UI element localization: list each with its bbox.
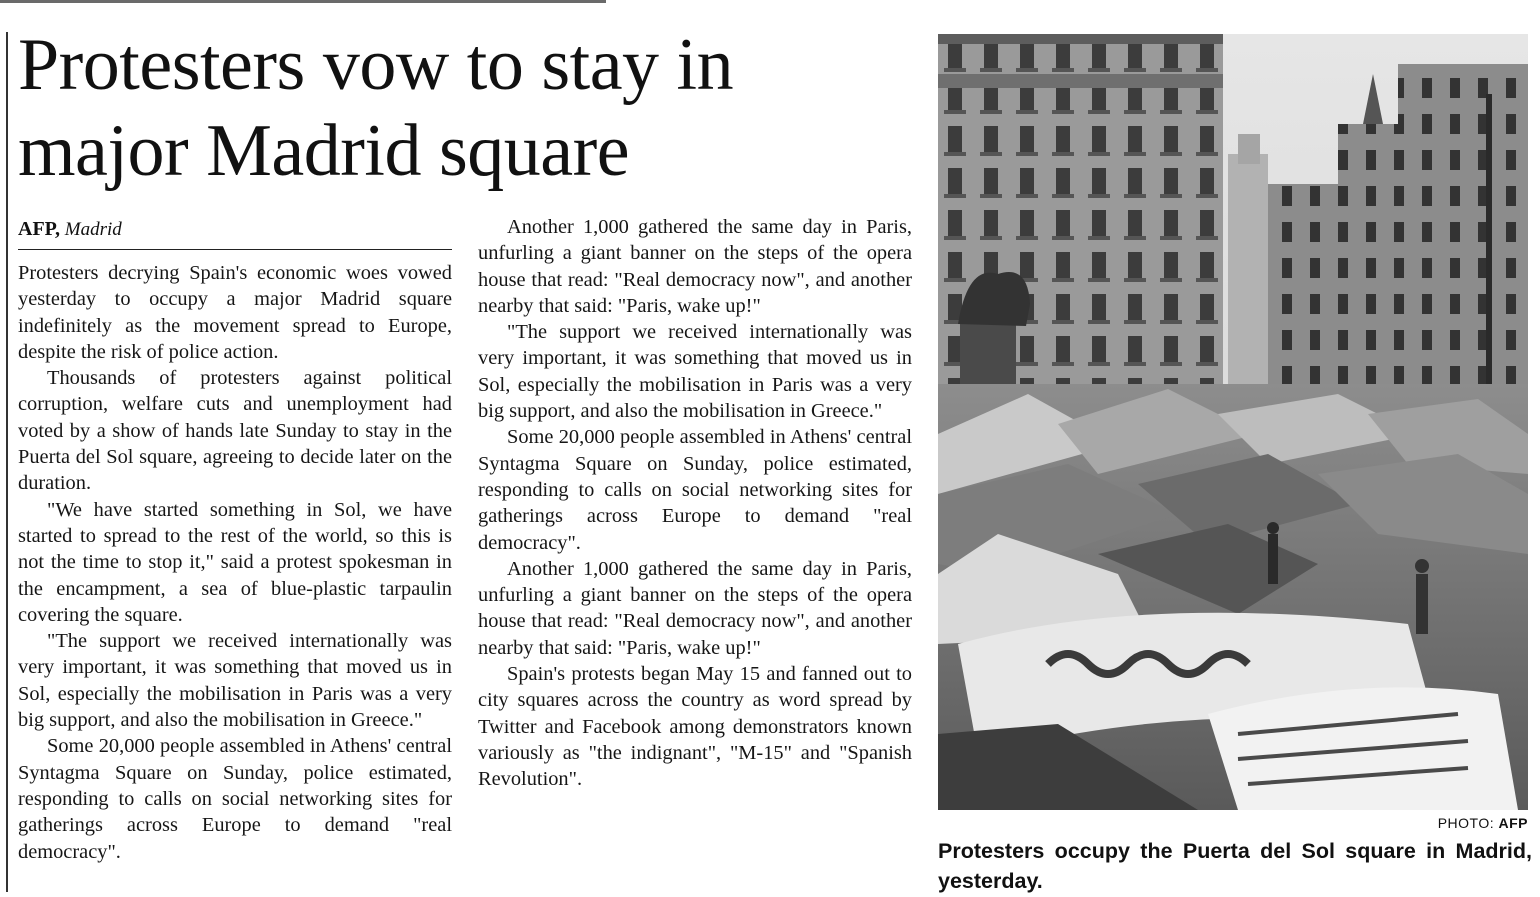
photo-credit-label: PHOTO: [1437,815,1495,831]
photo-credit [1380,815,1528,831]
article-column-1 [18,260,452,865]
paragraph: Some 20,000 people assembled in Athens' central Syntagma Square on Sunday, police estimated, responding to calls on social networking sites for gatherings across Europe to demand "real democracy". [18,735,452,863]
column-rule [6,32,8,892]
byline [18,218,452,250]
paragraph: Protesters decrying Spain's economic woes vowed yesterday to occupy a major Madrid square indefinitely as the movement spread to Europe, despite the risk of police action. [18,262,452,363]
top-rule [0,0,606,3]
news-photo [938,34,1528,810]
article-column-2 [478,214,912,793]
paragraph: Another 1,000 gathered the same day in Paris, unfurling a giant banner on the steps of the opera house that read: "Real democracy now", and another nearby that said: "Paris, wake up!" [478,557,912,659]
byline-place: Madrid [64,219,122,240]
paragraph: Spain's protests began May 15 and fanned out to city squares across the country as word spread by Twitter and Facebook among demonstrators known variously as "the indignant", "M-15" and "Spanish Revolution". [478,663,912,791]
paragraph: "We have started something in Sol, we have started to spread to the rest of the world, so this is not the time to stop it," said a protest spokesman in the encampment, a sea of blue-plastic tarpaulin covering the square. [18,498,452,626]
paragraph: Another 1,000 gathered the same day in Paris, unfurling a giant banner on the steps of the opera house that read: "Real democracy now", and another nearby that said: "Paris, wake up!" [478,216,912,317]
photo-illustration [938,34,1528,810]
paragraph: Thousands of protesters against political corruption, welfare cuts and unemployment had voted by a show of hands late Sunday to stay in the Puerta del Sol square, agreeing to decide later on the duration. [18,367,452,495]
paragraph: "The support we received internationally was very important, it was something that moved us in Sol, especially the mobilisation in Paris was a very big support, and also the mobilisation in Greece." [18,630,452,732]
photo-credit-source: AFP [1498,815,1528,831]
byline-agency: AFP, [18,218,61,240]
headline: Protesters vow to stay in major Madrid square [18,24,734,192]
paragraph: Some 20,000 people assembled in Athens' central Syntagma Square on Sunday, police estimated, responding to calls on social networking sites for gatherings across Europe to demand "real democracy". [478,426,912,554]
photo-caption: Protesters occupy the Puerta del Sol square in Madrid, yesterday. [938,839,1532,893]
paragraph: "The support we received internationally was very important, it was something that moved us in Sol, especially the mobilisation in Paris was a very big support, and also the mobilisation in Greece." [478,321,912,423]
